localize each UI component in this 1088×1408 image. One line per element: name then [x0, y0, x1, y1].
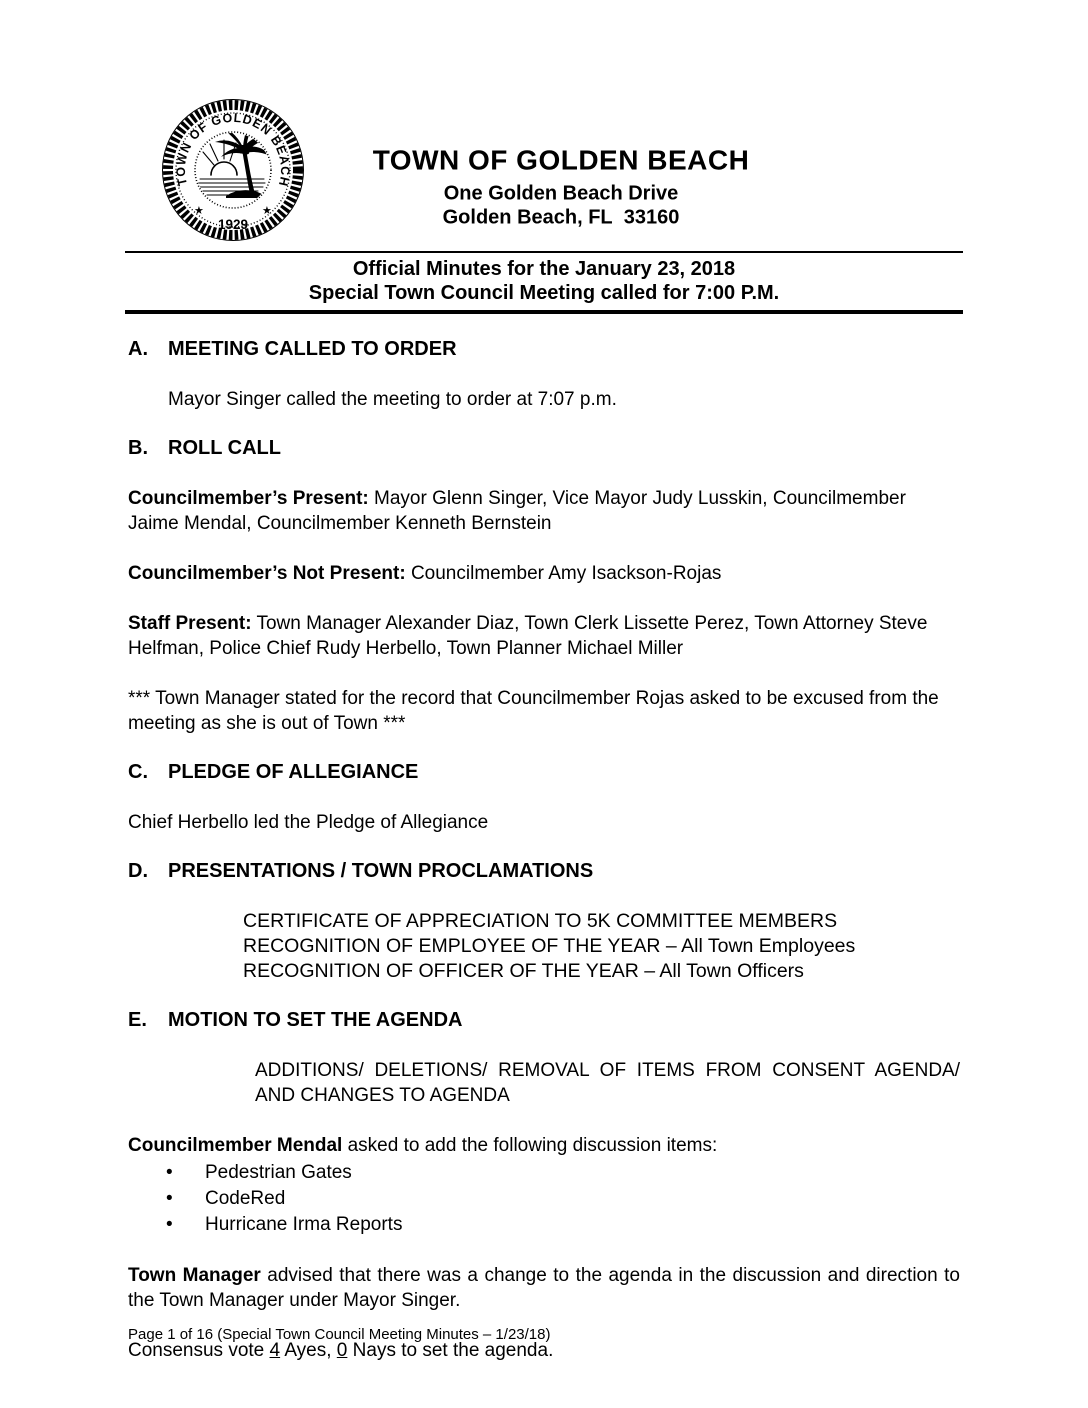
- not-present-label: Councilmember’s Not Present:: [128, 563, 406, 584]
- section-c-title: PLEDGE OF ALLEGIANCE: [168, 761, 419, 783]
- present-paragraph: [128, 486, 960, 536]
- presentation-item: RECOGNITION OF OFFICER OF THE YEAR – All Town Officers: [243, 960, 804, 982]
- not-present-text: Councilmember Amy Isackson-Rojas: [405, 563, 722, 584]
- section-c-heading: [128, 761, 960, 784]
- town-manager-label: Town Manager: [128, 1265, 261, 1286]
- town-manager-paragraph: [128, 1263, 960, 1313]
- seal-star-right-icon: ★: [262, 205, 272, 217]
- seal-star-left-icon: ★: [194, 205, 204, 217]
- section-d-heading: [128, 860, 960, 883]
- excused-note: *** Town Manager stated for the record that Councilmember Rojas asked to be excused from the meeting as she is out of Town ***: [128, 688, 939, 734]
- list-item: • Hurricane Irma Reports: [128, 1212, 960, 1238]
- minutes-title-block: [125, 251, 963, 314]
- section-a-body: Mayor Singer called the meeting to order at 7:07 p.m.: [168, 389, 617, 410]
- section-a-letter: A.: [128, 338, 148, 360]
- consensus-mid: Ayes,: [280, 1340, 337, 1361]
- section-e-title: MOTION TO SET THE AGENDA: [168, 1009, 463, 1031]
- seal-ring-text: TOWN OF GOLDEN BEACH: [173, 110, 293, 189]
- section-c-letter: C.: [128, 761, 148, 783]
- presentation-item: CERTIFICATE OF APPRECIATION TO 5K COMMITTEE MEMBERS: [243, 910, 838, 932]
- ayes-count: 4: [269, 1340, 281, 1361]
- not-present-paragraph: [128, 561, 960, 586]
- section-d-title: PRESENTATIONS / TOWN PROCLAMATIONS: [168, 860, 594, 882]
- list-item: • CodeRed: [128, 1186, 960, 1212]
- minutes-body: [128, 338, 960, 1363]
- mendal-paragraph: [128, 1133, 960, 1158]
- page-footer: Page 1 of 16 (Special Town Council Meeting Minutes – 1/23/18): [128, 1326, 551, 1343]
- section-b-heading: [128, 437, 960, 460]
- presentation-items: [128, 909, 960, 984]
- minutes-title-line-2: Special Town Council Meeting called for 7:00 P.M.: [308, 282, 780, 304]
- document-content: [128, 0, 960, 1363]
- letterhead-text: [145, 145, 977, 230]
- mendal-label: Councilmember Mendal: [128, 1135, 343, 1156]
- section-a-heading: [128, 338, 960, 361]
- minutes-title-line-1: Official Minutes for the January 23, 2018: [352, 258, 736, 280]
- section-e-letter: E.: [128, 1009, 147, 1031]
- org-name: TOWN OF GOLDEN BEACH: [372, 144, 750, 176]
- seal-year: 1929: [217, 217, 249, 232]
- staff-paragraph: [128, 611, 960, 661]
- staff-label: Staff Present:: [128, 613, 252, 634]
- section-c-body: Chief Herbello led the Pledge of Allegiance: [128, 812, 489, 833]
- section-b-letter: B.: [128, 437, 148, 459]
- present-text: Mayor Glenn Singer, Vice Mayor Judy Lusskin, Councilmember Jaime Mendal, Councilmember Kenneth Bernstein: [128, 488, 906, 534]
- section-e-heading: [128, 1009, 960, 1032]
- discussion-items-list: [128, 1160, 960, 1238]
- agenda-changes-subheading: ADDITIONS/ DELETIONS/ REMOVAL OF ITEMS FROM CONSENT AGENDA/ AND CHANGES TO AGENDA: [255, 1060, 960, 1106]
- presentation-item: RECOGNITION OF EMPLOYEE OF THE YEAR – All Town Employees: [243, 935, 856, 957]
- mendal-text: asked to add the following discussion items:: [342, 1135, 718, 1156]
- town-manager-text: advised that there was a change to the agenda in the discussion and direction to the Town Manager under Mayor Singer.: [128, 1265, 960, 1311]
- list-item: • Pedestrian Gates: [128, 1160, 960, 1186]
- section-d-letter: D.: [128, 860, 148, 882]
- letterhead: [128, 95, 960, 247]
- staff-text: Town Manager Alexander Diaz, Town Clerk Lissette Perez, Town Attorney Steve Helfman, Police Chief Rudy Herbello, Town Planner Michael Miller: [128, 613, 928, 659]
- section-a-title: MEETING CALLED TO ORDER: [168, 338, 457, 360]
- section-b-title: ROLL CALL: [168, 437, 281, 459]
- present-label: Councilmember’s Present:: [128, 488, 369, 509]
- consensus-post: Nays to set the agenda.: [347, 1340, 554, 1361]
- nays-count: 0: [336, 1340, 348, 1361]
- consensus-pre: Consensus vote: [128, 1340, 270, 1361]
- address-line-2: Golden Beach, FL 33160: [442, 206, 680, 229]
- address-line-1: One Golden Beach Drive: [443, 182, 679, 205]
